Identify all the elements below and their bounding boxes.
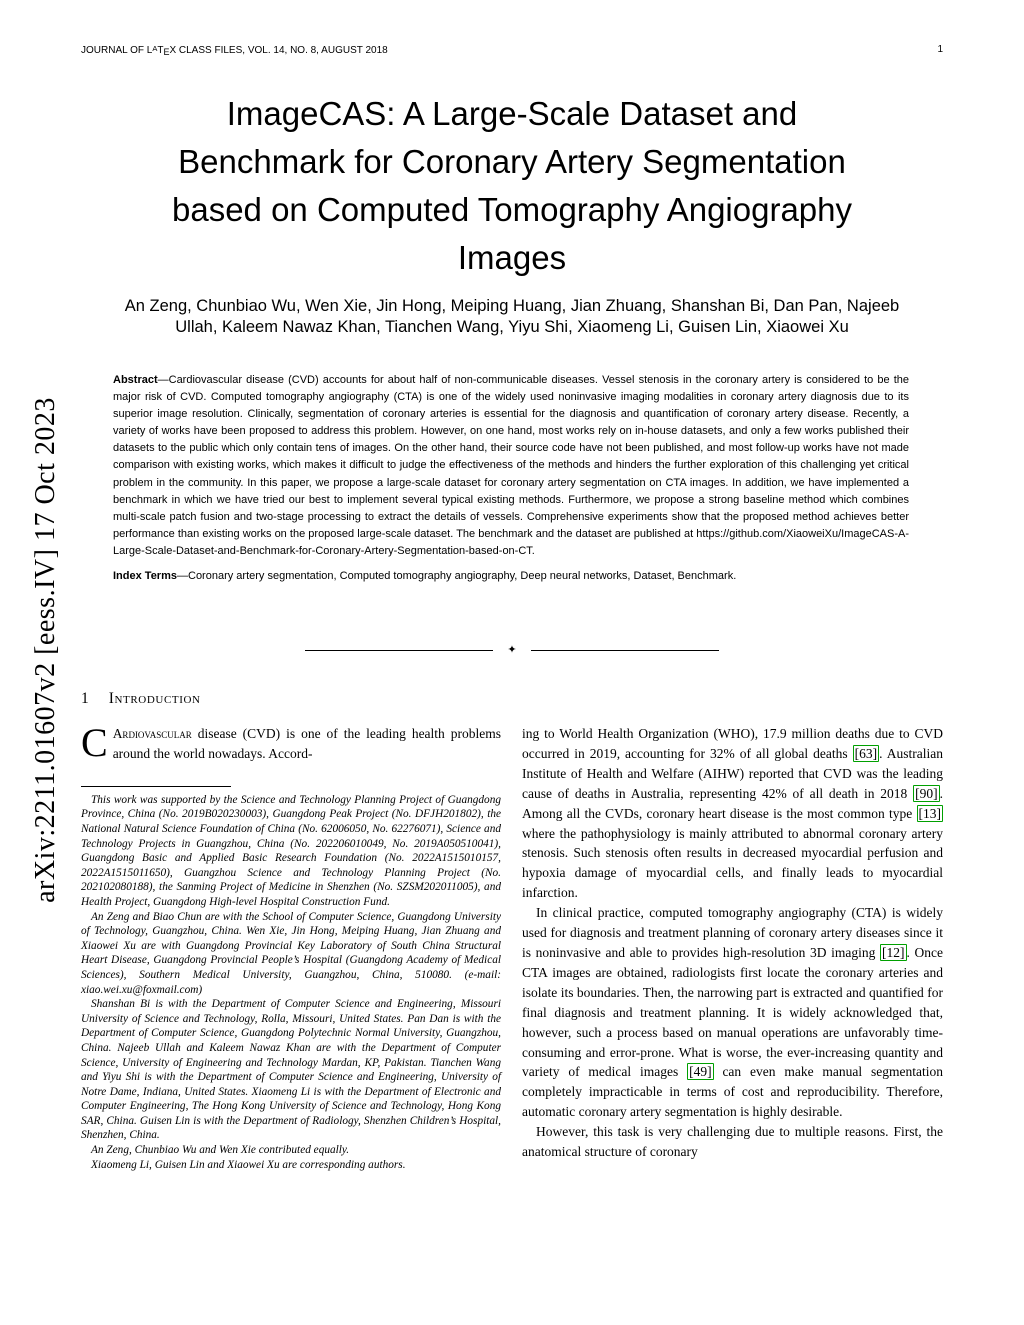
- dropcap-letter: C: [81, 720, 108, 765]
- title-line: based on Computed Tomography Angiography: [171, 191, 853, 228]
- index-terms: [113, 568, 909, 585]
- footnote-corresponding-authors: Xiaomeng Li, Guisen Lin and Xiaowei Xu are corresponding authors.: [91, 1158, 406, 1171]
- column-right: [522, 724, 943, 1162]
- footnote-affiliation-2: Shanshan Bi is with the Department of Computer Science and Engineering, Missouri University of Science and Technology, Rolla, Missouri, United States. Pan Dan is with the Department of Computer Science, Guangdong Polytechnic Normal University, Guangzhou, China. Najeeb Ullah and Kaleem Nawaz Khan are with the Department of Computer Science, University of Engineering and Technology Mardan, KP, Pakistan. Tianchen Wang and Yiyu Shi is with the Department of Computer Science and Engineering, University of Notre Dame, Indiana, United States. Xiaomeng Li is with the Department of Electronic and Computer Engineering, The Hong Kong University of Science and Technology, Hong Kong SAR, China. Guisen Lin is with the Department of Radiology, Shenzhen Children’s Hospital, Shenzhen, China.: [81, 998, 501, 1142]
- abstract-section: [113, 372, 909, 585]
- latex-logo-e: E: [163, 47, 170, 57]
- journal-name-pre: JOURNAL OF L: [81, 45, 153, 56]
- divider-rule-left: [305, 650, 493, 651]
- body-paragraph: ing to World Health Organization (WHO), 17.9 million deaths due to CVD occurred in 2019, accounting for 32% of all global deaths [63] . Australian Institute of Health and Welfare (AIHW) reported that CVD was the leading cause of deaths in Australia, representing 42% of all death in 2018 [90] . Among all the CVDs, coronary heart disease is the most common type [13] where the pathophysiology is mainly attributed to abnormal coronary artery stenosis. Such stenosis often results in decreased myocardial perfusion and hypoxia damage of myocardial cells, and finally leads to myocardial infarction.: [522, 726, 943, 901]
- abstract-text: —Cardiovascular disease (CVD) accounts for about half of non-communicable diseases. Vessel stenosis in the coronary artery is considered to be the major risk of CVD. Computed tomography angiography (CTA) is one of the widely used noninvasive imaging modalities in coronary artery diagnosis due to its superior image resolution. Clinically, segmentation of coronary arteries is essential for the diagnosis and quantification of coronary artery disease. Recently, a variety of works have been proposed to address this problem. However, on one hand, most works rely on in-house datasets, and only a few works published their datasets to the public which only contain tens of images. On the other hand, their source code have not been published, and most follow-up works have not made comparison with existing works, which makes it difficult to judge the effectiveness of the methods and hinders the further exploration of this challenging yet critical problem in the community. In this paper, we propose a large-scale dataset for coronary artery segmentation on CTA images. In addition, we have implemented a benchmark in which we have tried our best to implement several typical existing methods. Furthermore, we propose a strong baseline method which combines multi-scale patch fusion and two-stage processing to extract the details of vessels. Comprehensive experiments show that the proposed method achieves better performance than existing works on the proposed large-scale dataset. The benchmark and the dataset are published at https://github.com/XiaoweiXu/ImageCAS-A-Large-Scale-Dataset-and-Benchmark-for-Coronary-Artery-Segmentation-based-on-CT.: [113, 374, 909, 557]
- citation-link[interactable]: [49]: [689, 1064, 712, 1080]
- divider-rule-right: [531, 650, 719, 651]
- abstract-paragraph: [113, 372, 909, 560]
- latex-logo-a: A: [152, 44, 158, 53]
- title-line: Benchmark for Coronary Artery Segmentation: [178, 143, 846, 180]
- footnote-affiliation-1: An Zeng and Biao Chun are with the School of Computer Science, Guangdong University of Technology, Guangzhou, China. Wen Xie, Jin Hong, Meiping Huang, Jian Zhuang and Xiaowei Xu are with Guangdong Provincial Key Laboratory of South China Structural Heart Disease, Guangdong Provincial People’s Hospital (Guangdong Academy of Medical Sciences), Southern Medical University, Guangzhou, China, 510080. (e-mail: xiao.wei.xu@foxmail.com): [81, 910, 501, 996]
- title-line: Images: [457, 239, 567, 276]
- section-title: Introduction: [108, 690, 201, 707]
- author-line: Ullah, Kaleem Nawaz Khan, Tianchen Wang, Yiyu Shi, Xiaomeng Li, Guisen Lin, Xiaowei Xu: [175, 318, 849, 336]
- journal-name: [81, 44, 388, 57]
- footnote-funding: This work was supported by the Science and Technology Planning Project of Guangdong Province, China (No. 2019B020230003), Guangdong Peak Project (No. DFJH201802), the National Natural Science Foundation of China (No. 62006050, No. 62276071), Science and Technology Projects in Guangzhou, China (No. 202206010049, No. 2019A050510041), Guangdong Basic and Applied Basic Research Foundation (No. 2022A1515010157, 2022A1515011650), Guangzhou Science and Technology Planning Project (No. 202102080188), the Sanming Project of Medicine in Shenzhen (No. SZSM202011005), and Health Project, Guangdong High-level Hospital Construction Fund.: [81, 793, 501, 908]
- author-line: An Zeng, Chunbiao Wu, Wen Xie, Jin Hong, Meiping Huang, Jian Zhuang, Shanshan Bi, Dan Pan, Najeeb: [124, 297, 900, 315]
- section-divider: [305, 645, 719, 656]
- arxiv-watermark: arXiv:2211.01607v2 [eess.IV] 17 Oct 2023: [30, 397, 61, 903]
- citation-link[interactable]: [12]: [882, 944, 905, 960]
- running-header: [81, 44, 943, 57]
- footnote-equal-contribution: An Zeng, Chunbiao Wu and Wen Xie contributed equally.: [91, 1144, 350, 1157]
- abstract-label: Abstract: [113, 374, 158, 386]
- page-number: 1: [937, 44, 943, 55]
- footnotes-block: [81, 793, 501, 1172]
- section-number: 1: [81, 690, 89, 707]
- diamond-icon: ✦: [507, 644, 517, 656]
- intro-first-paragraph: [81, 720, 501, 765]
- lead-word-smallcaps: Ardiovascular: [112, 726, 192, 741]
- intro-paragraph-text: disease (CVD) is one of the leading health problems around the world nowadays. Accord-: [112, 726, 501, 761]
- column-left: [81, 720, 501, 1172]
- footnote-rule: [81, 786, 231, 787]
- citation-link[interactable]: [63]: [854, 745, 878, 761]
- citation-link[interactable]: [90]: [915, 785, 938, 801]
- section-heading-introduction: [81, 690, 201, 708]
- title-line: ImageCAS: A Large-Scale Dataset and: [226, 95, 798, 132]
- index-terms-label: Index Terms: [113, 570, 177, 583]
- body-paragraph: In clinical practice, computed tomography angiography (CTA) is widely used for diagnosis and treatment planning of coronary artery diseases since it is noninvasive and able to provides high-resolution 3D imaging [12] . Once CTA images are obtained, radiologists first locate the coronary arteries and isolate its boundaries. Then, the narrowing part is extracted and quantified for final diagnosis and treatment planning. It is widely acknowledged that, however, such a process based on manual operations are unfavorably time-consuming and error-prone. What is worse, the ever-increasing quantity and variety of medical images [49] can even make manual segmentation completely impracticable in terms of cost and reproducibility. Therefore, automatic coronary artery segmentation is highly desirable.: [522, 905, 944, 1120]
- citation-link[interactable]: [13]: [918, 805, 941, 821]
- index-terms-text: —Coronary artery segmentation, Computed tomography angiography, Deep neural networks, Dataset, Benchmark.: [177, 570, 737, 583]
- paper-title: [97, 90, 927, 282]
- author-list: [81, 296, 943, 338]
- latex-logo-t: T: [157, 45, 164, 56]
- journal-name-post: X CLASS FILES, VOL. 14, NO. 8, AUGUST 2018: [169, 45, 388, 56]
- body-paragraph: However, this task is very challenging due to multiple reasons. First, the anatomical structure of coronary: [522, 1124, 943, 1160]
